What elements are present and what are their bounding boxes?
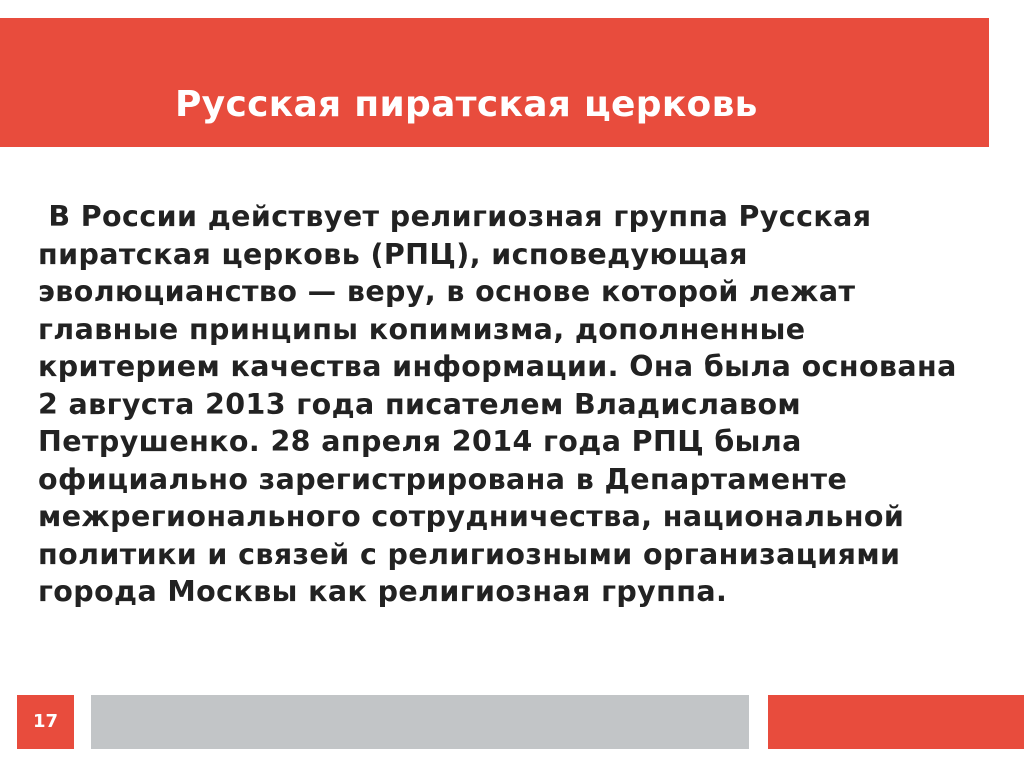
footer-red-bar	[768, 695, 1024, 749]
footer-gray-bar	[91, 695, 749, 749]
page-number: 17	[32, 711, 59, 732]
slide-body-text: В России действует религиозная группа Русская пиратская церковь (РПЦ), исповедующая эволюцианство — веру, в основе которой лежат главные принципы копимизма, дополненные критерием качества информации. Она была основана 2 августа 2013 года писателем Владиславом Петрушенко. 28 апреля 2014 года РПЦ была официально зарегистрирована в Департаменте межрегионального сотрудничества, национальной политики и связей с религиозными организациями города Москвы как религиозная группа.	[38, 200, 968, 608]
slide-title: Русская пиратская церковь	[175, 84, 758, 125]
